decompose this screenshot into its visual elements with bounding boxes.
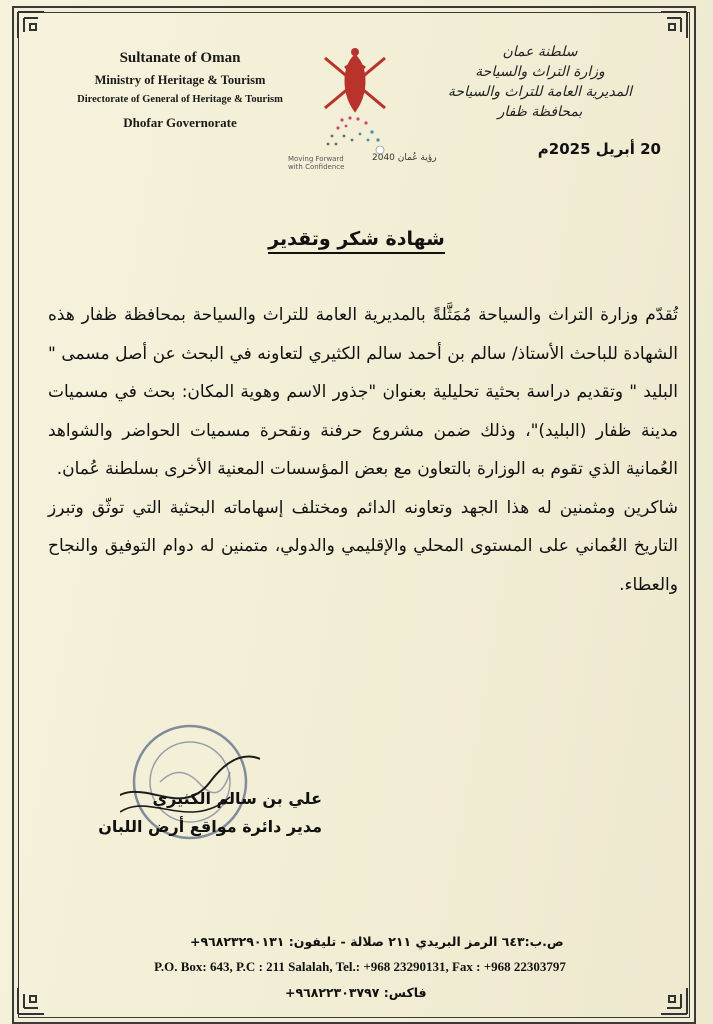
body-paragraph-1: تُقدّم وزارة التراث والسياحة مُمَثَّلةً بالمديرية العامة للتراث والسياحة بمحافظة ظفار هذه الشهادة للباحث الأستاذ/ سالم بن أحمد سالم الكثيري لتعاونه في البحث عن أصل مسمى " البليد " وتقديم دراسة بحثية تحليلية بعنوان "جذور الاسم وهوية المكان: بحث في مسميات مدينة ظفار (البليد)"، وذلك ضمن مشروع حرفنة ونقحرة مسميات الحواضر والشواهد العُمانية الذي تقوم به الوزارة بالتعاون مع بعض المؤسسات المعنية الأخرى بسلطنة عُمان. bbox=[48, 305, 678, 479]
directorate-name-ar: المديرية العامة للتراث والسياحة bbox=[447, 84, 633, 100]
ministry-name-ar: وزارة التراث والسياحة bbox=[475, 64, 605, 80]
vision-arabic-label: رؤية عُمان 2040 bbox=[372, 153, 437, 163]
certificate-body bbox=[48, 296, 678, 604]
footer-address-ar: ص.ب:٦٤٣ الرمز البريدي ٢١١ صلالة - تليفون: ٩٦٨٢٣٢٩٠١٣١+ bbox=[190, 934, 564, 949]
vision-english-label: Moving Forward with Confidence bbox=[288, 155, 345, 171]
country-name-ar: سلطنة عمان bbox=[502, 44, 578, 60]
governorate-name: Dhofar Governorate bbox=[123, 115, 237, 130]
header-arabic bbox=[425, 42, 655, 122]
footer-fax-ar: فاكس: ٩٦٨٢٢٣٠٣٧٩٧+ bbox=[285, 985, 427, 1000]
footer-contact bbox=[40, 934, 680, 1000]
body-paragraph-2: شاكرين ومثمنين له هذا الجهد وتعاونه الدائم ومختلف إسهاماته البحثية التي توثّق وتبرز التاريخ العُماني على المستوى المحلي والإقليمي والدولي، متمنين له دوام التوفيق والنجاح والعطاء. bbox=[48, 497, 678, 595]
issue-date: 20 أبريل 2025م bbox=[537, 140, 661, 158]
corner-ornament-icon bbox=[14, 8, 48, 42]
ministry-name: Ministry of Heritage & Tourism bbox=[94, 73, 266, 87]
corner-ornament-icon bbox=[657, 8, 691, 42]
certificate-title: شهادة شكر وتقدير bbox=[0, 228, 713, 250]
directorate-name: Directorate of General of Heritage & Tourism bbox=[77, 94, 283, 105]
governorate-name-ar: بمحافظة ظفار bbox=[497, 104, 583, 120]
signatory bbox=[62, 785, 322, 841]
footer-address-en: P.O. Box: 643, P.C : 211 Salalah, Tel.: +968 23290131, Fax : +968 22303797 bbox=[154, 959, 566, 974]
signatory-name: علي بن سالم الكثيري bbox=[152, 789, 322, 808]
country-name: Sultanate of Oman bbox=[119, 50, 241, 66]
signatory-position: مدير دائرة مواقع أرض اللبان bbox=[98, 817, 322, 836]
header-english bbox=[40, 50, 320, 131]
